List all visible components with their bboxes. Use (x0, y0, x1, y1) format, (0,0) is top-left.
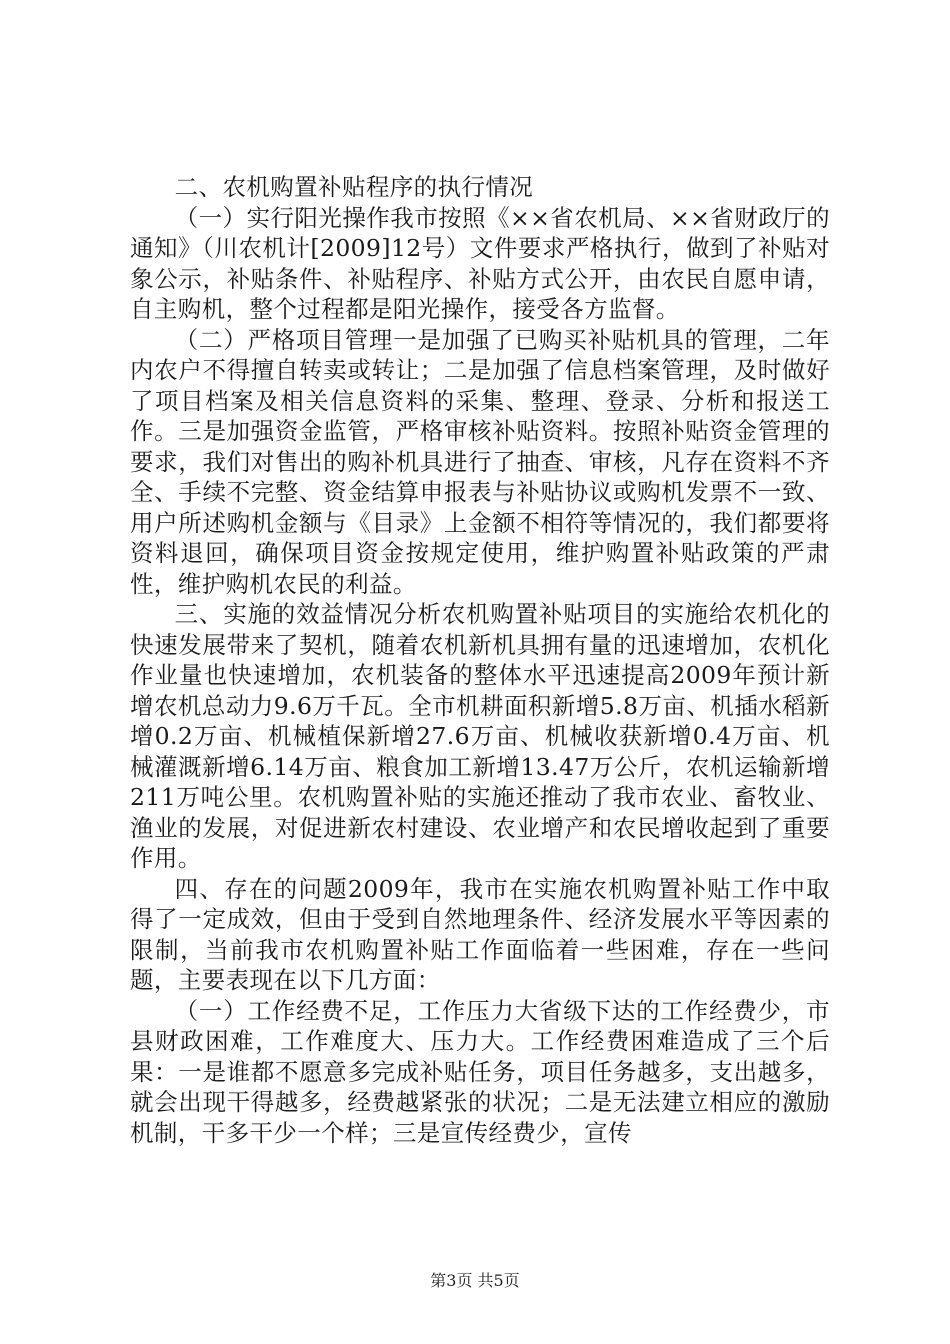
paragraph-existing-problems: 四、存在的问题2009年，我市在实施农机购置补贴工作中取得了一定成效，但由于受到自然地理条件、经济发展水平等因素的限制，当前我市农机购置补贴工作面临着一些困难，存在一些问题，主要表现在以下几方面： (130, 874, 830, 994)
paragraph-insufficient-funding: （一）工作经费不足，工作压力大省级下达的工作经费少，市县财政困难，工作难度大、压力大。工作经费困难造成了三个后果：一是谁都不愿意多完成补贴任务，项目任务越多，支出越多，就会出现干得越多，经费越紧张的状况；二是无法建立相应的激励机制，干多干少一个样；三是宣传经费少，宣传 (130, 996, 830, 1147)
paragraph-project-management: （二）严格项目管理一是加强了已购买补贴机具的管理，二年内农户不得擅自转卖或转让；二是加强了信息档案管理，及时做好了项目档案及相关信息资料的采集、整理、登录、分析和报送工作。三是加强资金监管，严格审核补贴资料。按照补贴资金管理的要求，我们对售出的购补机具进行了抽查、审核，凡存在资料不齐全、手续不完整、资金结算申报表与补贴协议或购机发票不一致、用户所述购机金额与《目录》上金额不相符等情况的，我们都要将资料退回，确保项目资金按规定使用，维护购置补贴政策的严肃性，维护购机农民的利益。 (130, 325, 830, 598)
document-body (130, 172, 830, 1148)
section-heading-procedure: 二、农机购置补贴程序的执行情况 (174, 173, 534, 201)
paragraph-sunshine-operation: （一）实行阳光操作我市按照《××省农机局、××省财政厅的通知》（川农机计[2009]12号）文件要求严格执行，做到了补贴对象公示，补贴条件、补贴程序、补贴方式公开，由农民自愿申请，自主购机，整个过程都是阳光操作，接受各方监督。 (130, 203, 830, 323)
paragraph-benefit-analysis: 三、实施的效益情况分析农机购置补贴项目的实施给农机化的快速发展带来了契机，随着农机新机具拥有量的迅速增加，农机化作业量也快速增加，农机装备的整体水平迅速提高2009年预计新增农机总动力9.6万千瓦。全市机耕面积新增5.8万亩、机插水稻新增0.2万亩、机械植保新增27.6万亩、机械收获新增0.4万亩、机械灌溉新增6.14万亩、粮食加工新增13.47万公斤，农机运输新增211万吨公里。农机购置补贴的实施还推动了我市农业、畜牧业、渔业的发展，对促进新农村建设、农业增产和农民增收起到了重要作用。 (130, 600, 830, 872)
page-number-footer: 第3页 共5页 (430, 1271, 520, 1290)
